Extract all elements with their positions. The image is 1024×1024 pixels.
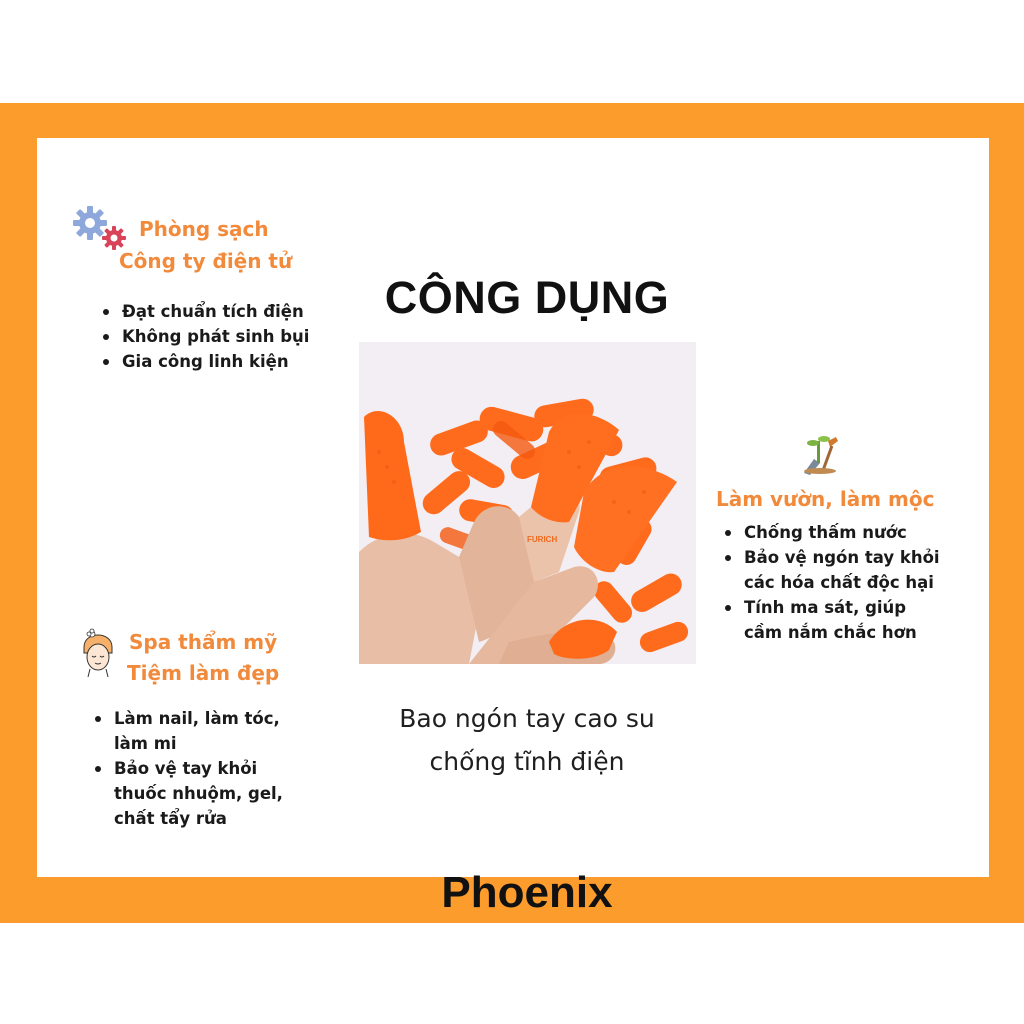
product-caption <box>340 697 714 783</box>
list-item: Không phát sinh bụi <box>98 324 309 349</box>
cleanroom-heading-2: Công ty điện tử <box>119 249 293 273</box>
spa-list <box>90 706 283 831</box>
photo-stamp: FURICH <box>527 535 558 544</box>
gardening-tools-icon <box>800 433 840 475</box>
list-item: Gia công linh kiện <box>98 349 309 374</box>
list-item: Bảo vệ tay khỏi <box>90 756 283 781</box>
brand-name: Phoenix <box>441 868 613 917</box>
list-item: Tính ma sát, giúp <box>720 595 940 620</box>
garden-heading: Làm vườn, làm mộc <box>716 487 935 511</box>
garden-list <box>720 520 940 645</box>
caption-line-1: Bao ngón tay cao su <box>399 704 655 733</box>
page-title: CÔNG DỤNG <box>384 272 670 323</box>
list-item: Làm nail, làm tóc, <box>90 706 283 731</box>
list-item: Bảo vệ ngón tay khỏi <box>720 545 940 570</box>
spa-heading-1: Spa thẩm mỹ <box>129 630 278 654</box>
cleanroom-heading-1: Phòng sạch <box>139 217 269 241</box>
caption-line-2: chống tĩnh điện <box>429 747 625 776</box>
list-item: thuốc nhuộm, gel, <box>114 784 283 803</box>
spa-face-icon <box>80 625 116 677</box>
list-item: cầm nắm chắc hơn <box>744 623 917 642</box>
list-item: các hóa chất độc hại <box>744 573 934 592</box>
list-item: Đạt chuẩn tích điện <box>98 299 309 324</box>
cleanroom-list <box>98 299 309 374</box>
spa-heading-2: Tiệm làm đẹp <box>127 661 280 685</box>
list-item: Chống thấm nước <box>720 520 940 545</box>
list-item: làm mi <box>114 734 177 753</box>
product-photo <box>359 342 696 664</box>
list-item: chất tẩy rửa <box>114 809 227 828</box>
